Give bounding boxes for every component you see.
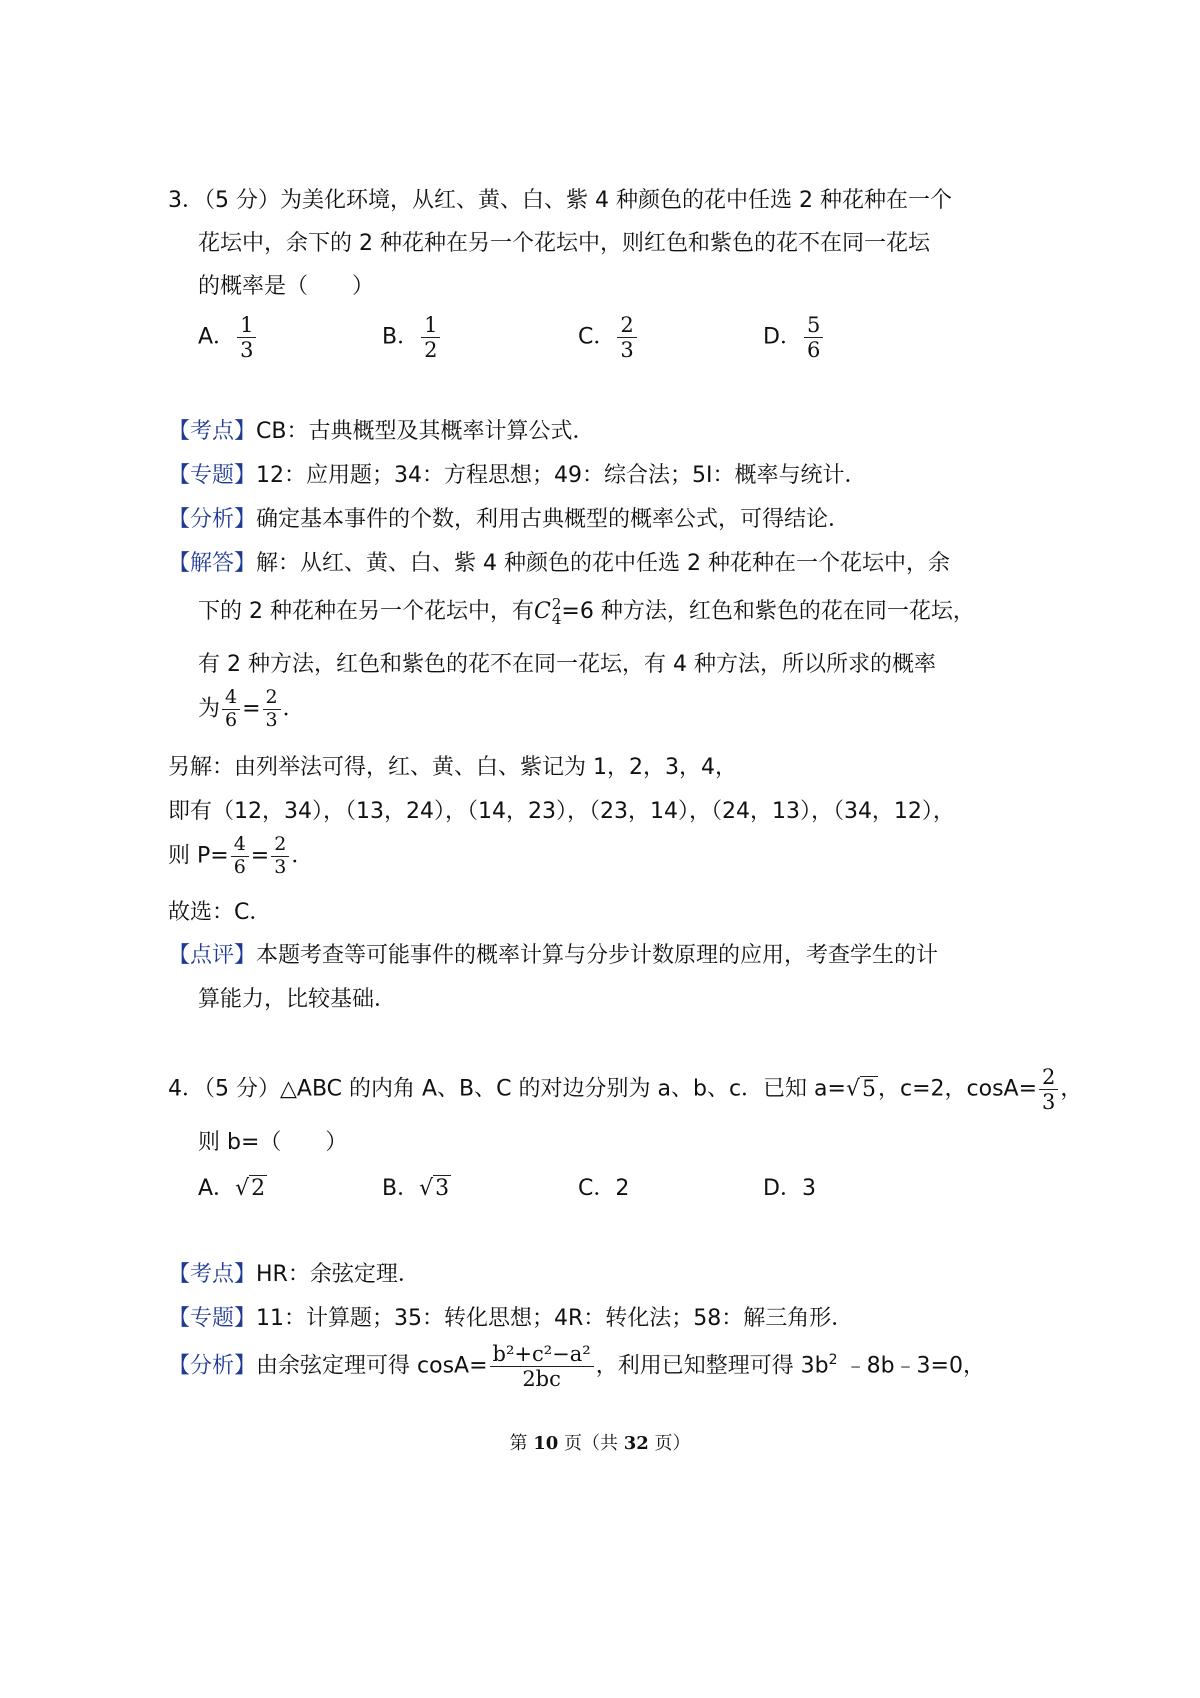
q3-option-a [198, 314, 258, 361]
equals: = [250, 843, 270, 869]
frac-num: 1 [237, 314, 256, 338]
frac-num: 5 [804, 314, 823, 338]
q3-choose: 故选：C． [168, 900, 272, 925]
frac-den: 6 [225, 708, 238, 731]
fenxi-text: 确定基本事件的个数，利用古典概型的概率公式，可得结论． [256, 507, 851, 532]
page-number: 10 [533, 1433, 559, 1454]
fenxi-text: ，利用已知整理可得 3b [595, 1353, 829, 1379]
footer-text: 第 [509, 1433, 534, 1454]
frac-den: 6 [806, 338, 821, 363]
q4-stem-line1 [168, 1066, 1082, 1113]
q3-alt-line3 [168, 835, 313, 878]
q3-stem-line3: 的概率是（ ） [198, 274, 375, 299]
q3-option-d [763, 314, 825, 361]
kaodian-tag: 【考点】 [168, 419, 257, 444]
radicand: 2 [251, 1176, 266, 1201]
jieda-text: 下的 2 种花种在另一个花坛中，有 [198, 599, 534, 624]
sqrt-2: √2 [235, 1176, 266, 1201]
q4-text: ， [1060, 1076, 1083, 1102]
option-label: B． [382, 324, 420, 350]
footer-text: 页） [648, 1433, 691, 1454]
comb-base: C [534, 599, 551, 624]
comb-bottom: 4 [551, 610, 562, 628]
q4-option-a [198, 1178, 267, 1200]
jieda-text: 为 [198, 696, 221, 722]
page-total: 32 [623, 1433, 649, 1454]
comb-top: 2 [551, 595, 562, 613]
radicand: 3 [435, 1176, 450, 1201]
zhuanti-tag: 【专题】 [168, 463, 257, 488]
dianping-text: 本题考查等可能事件的概率计算与分步计数原理的应用，考查学生的计 [256, 943, 939, 968]
option-label: B． [382, 1176, 420, 1201]
equals: = [242, 696, 261, 722]
page-footer [0, 1435, 1200, 1453]
q3-dianping-line2: 算能力，比较基础． [198, 987, 397, 1012]
q3-stem-line1: 3．（5 分）为美化环境，从红、黄、白、紫 4 种颜色的花中任选 2 种花种在一个 [168, 188, 952, 213]
q4-kaodian [168, 1264, 420, 1286]
jieda-text: =6 种方法，红色和紫色的花在同一花坛， [561, 599, 975, 624]
q3-jieda-line4 [198, 688, 305, 731]
jieda-text: 解：从红、黄、白、紫 4 种颜色的花中任选 2 种花种在一个花坛中，余 [256, 551, 950, 576]
q3-zhuanti [168, 465, 867, 487]
superscript: 2 [828, 1352, 838, 1369]
combination-formula [534, 597, 561, 627]
q4-option-b [382, 1178, 451, 1200]
q4-text: 4．（5 分）△ABC 的内角 A、B、C 的对边分别为 a、b、c．已知 a= [168, 1076, 846, 1102]
zhuanti-text: 12：应用题；34：方程思想；49：综合法；5I：概率与统计． [256, 463, 867, 488]
q4-option-c: C．2 [578, 1176, 630, 1201]
footer-text: 页（共 [558, 1433, 624, 1454]
frac-den: 2bc [522, 1367, 561, 1392]
frac-num: 4 [222, 688, 240, 710]
option-label: C． [578, 324, 616, 350]
frac-den: 6 [233, 855, 246, 878]
frac-den: 3 [240, 338, 254, 363]
jieda-tag: 【解答】 [168, 551, 257, 576]
fenxi-tag: 【分析】 [168, 1353, 257, 1379]
frac-den: 3 [620, 338, 634, 363]
sqrt-3: √3 [419, 1176, 450, 1201]
q3-fenxi [168, 509, 850, 531]
fenxi-tag: 【分析】 [168, 507, 257, 532]
frac-den: 2 [424, 338, 438, 363]
frac-num: 2 [263, 688, 281, 710]
q3-jieda-line3: 有 2 种方法，红色和紫色的花不在同一花坛，有 4 种方法，所以所求的概率 [198, 652, 936, 677]
frac-num: 2 [271, 835, 289, 857]
q3-dianping-line1 [168, 945, 938, 967]
period: ． [282, 696, 305, 722]
q3-jieda-line1 [168, 553, 950, 575]
q4-fenxi [168, 1343, 985, 1390]
frac-num: 2 [617, 314, 636, 338]
q3-stem-line2: 花坛中，余下的 2 种花种在另一个花坛中，则红色和紫色的花不在同一花坛 [198, 231, 930, 256]
frac-den: 3 [274, 855, 287, 878]
frac-num: 2 [1039, 1066, 1058, 1090]
zhuanti-tag: 【专题】 [168, 1306, 257, 1331]
q4-text: ，c=2，cosA= [877, 1076, 1038, 1102]
alt-text: 则 P= [168, 843, 229, 869]
fenxi-text: 由余弦定理可得 cosA= [256, 1353, 488, 1379]
q3-jieda-line2 [198, 597, 975, 627]
sqrt-5: √5 [845, 1076, 876, 1102]
frac-den: 3 [265, 708, 278, 731]
kaodian-tag: 【考点】 [168, 1262, 257, 1287]
q3-option-c [578, 314, 639, 361]
option-label: D． [763, 324, 802, 350]
frac-num: 1 [421, 314, 440, 338]
radicand: 5 [861, 1076, 876, 1102]
q3-alt-line1: 另解：由列举法可得，红、黄、白、紫记为 1，2，3，4， [168, 755, 737, 780]
frac-num: 4 [231, 835, 249, 857]
fenxi-text: ﹣8b﹣3=0， [837, 1353, 985, 1379]
q3-kaodian [168, 421, 594, 443]
q3-alt-line2: 即有（12，34），（13，24），（14，23），（23，14），（24，13），（34，12）， [168, 799, 955, 824]
kaodian-text: CB：古典概型及其概率计算公式． [256, 419, 595, 444]
dianping-tag: 【点评】 [168, 943, 257, 968]
option-label: A． [198, 324, 236, 350]
zhuanti-text: 11：计算题；35：转化思想；4R：转化法；58：解三角形． [256, 1306, 854, 1331]
q4-zhuanti [168, 1308, 853, 1330]
kaodian-text: HR：余弦定理． [256, 1262, 420, 1287]
frac-den: 3 [1042, 1090, 1056, 1115]
q3-option-b [382, 314, 442, 361]
q4-stem-line2: 则 b=（ ） [198, 1130, 348, 1155]
q4-option-d: D．3 [763, 1176, 816, 1201]
frac-num: b²+c²−a² [490, 1343, 594, 1367]
option-label: A． [198, 1176, 236, 1201]
period: ． [291, 843, 314, 869]
